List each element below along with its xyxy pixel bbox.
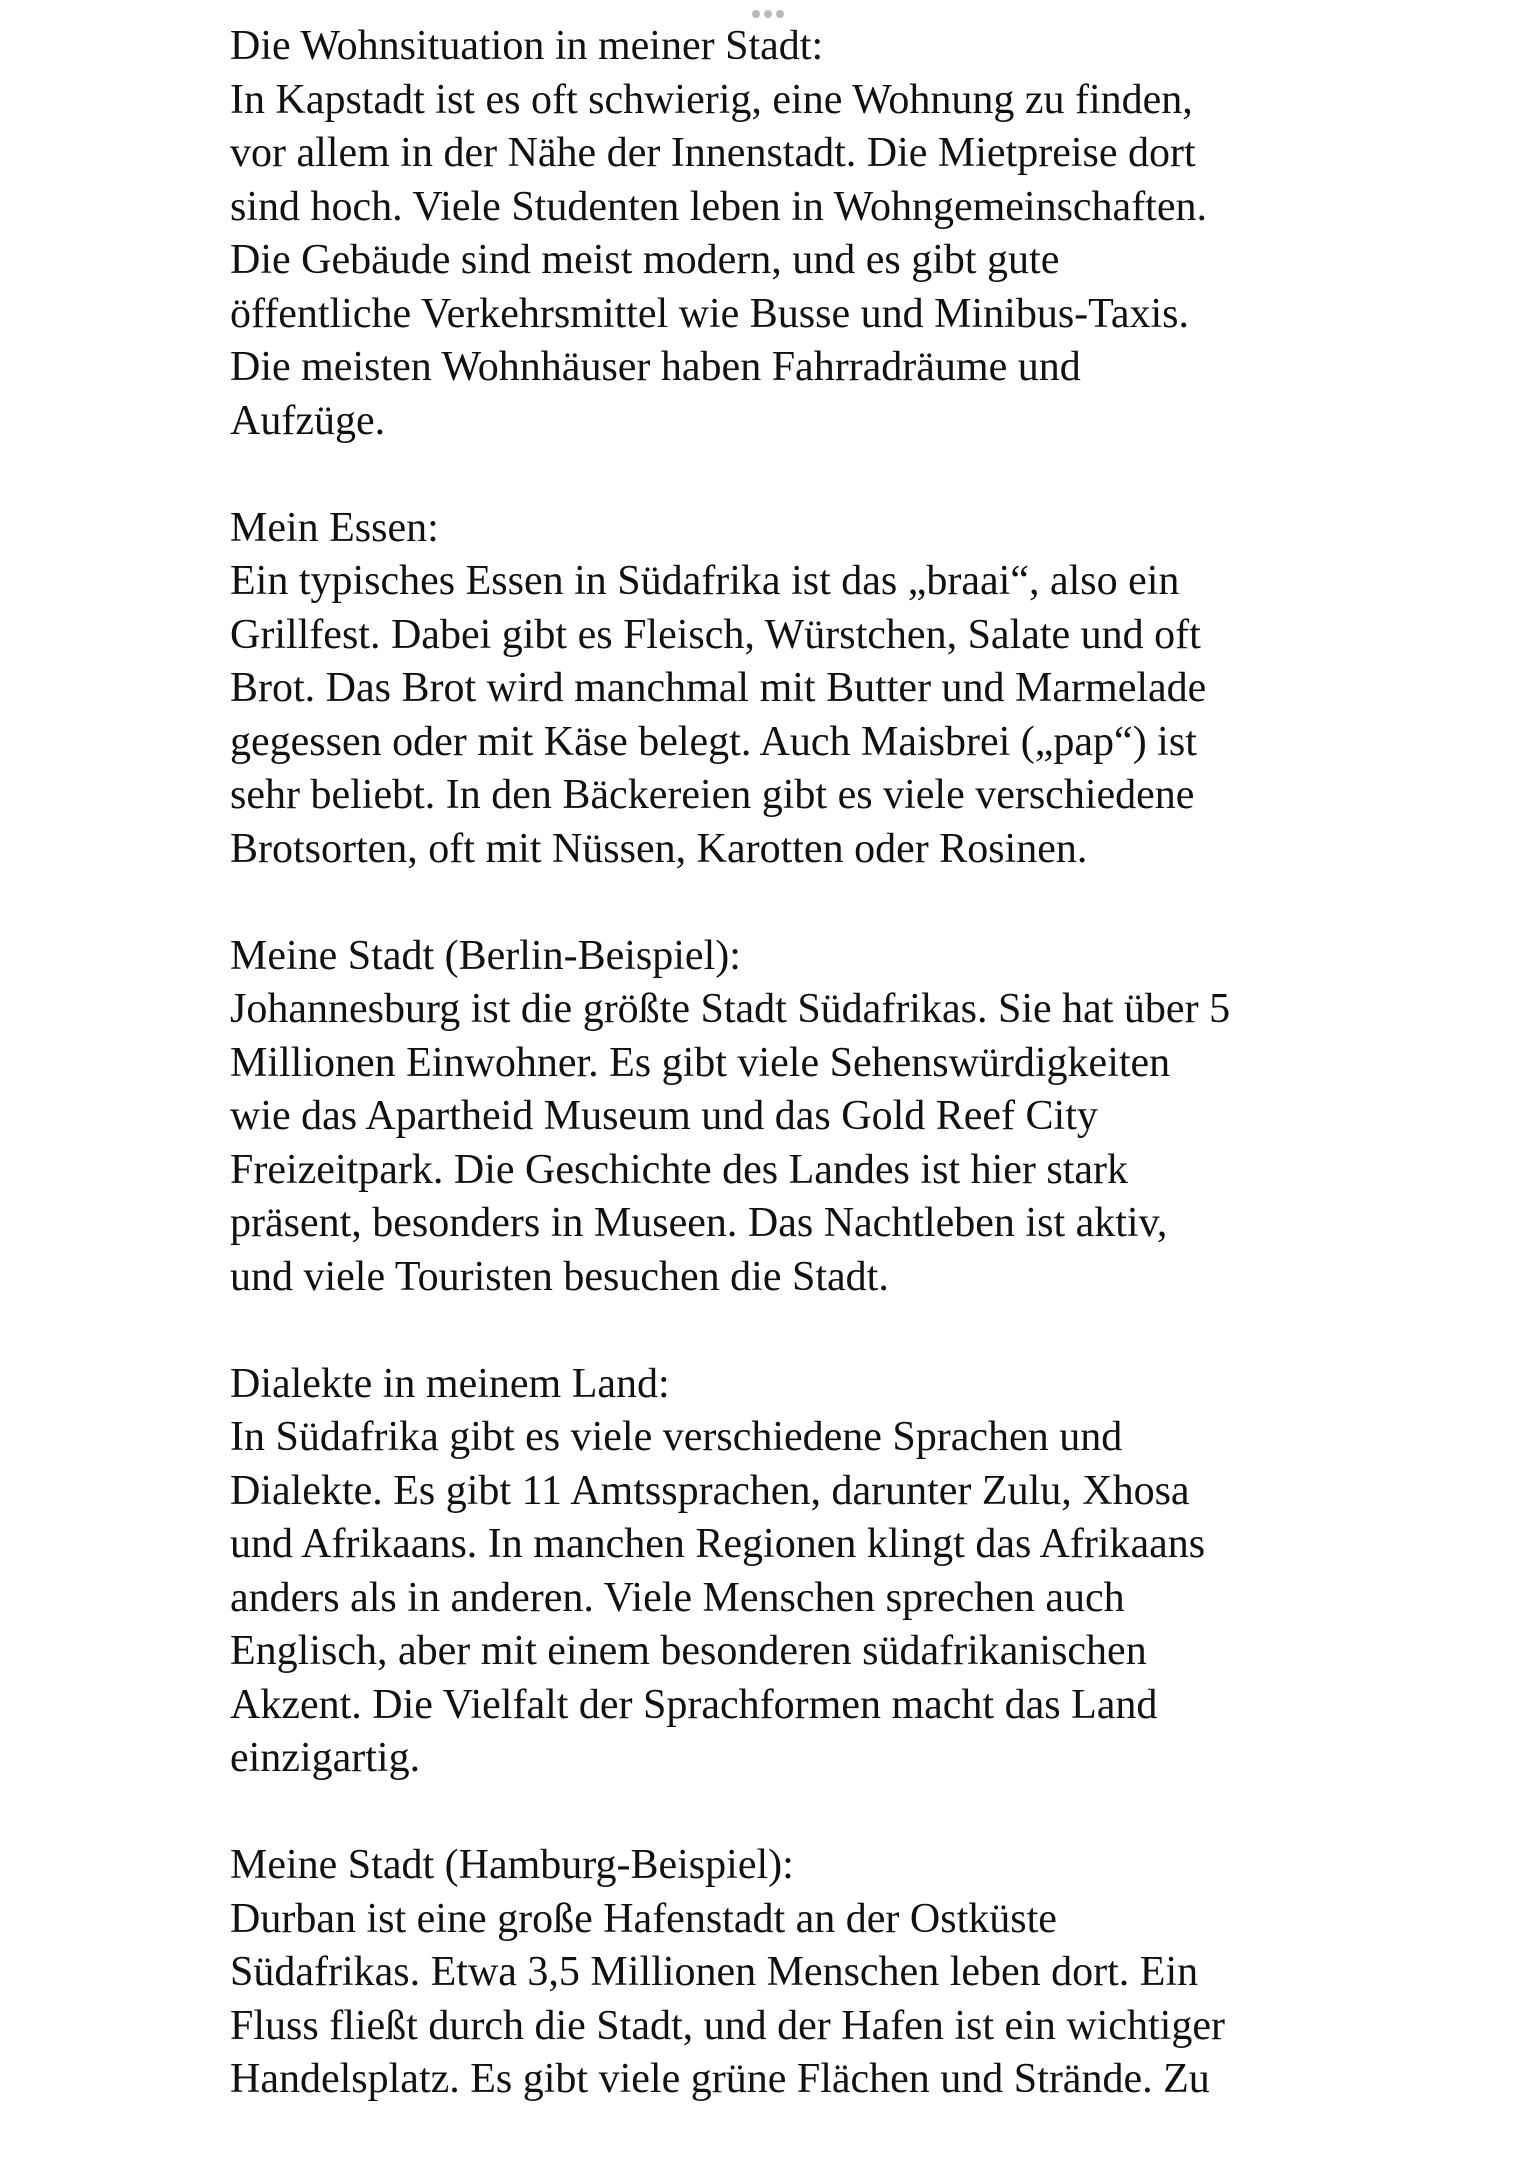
section-paragraph — [230, 983, 1360, 1304]
document-body — [230, 20, 1360, 2160]
text-line: Aufzüge. — [230, 397, 386, 444]
handle-dot — [752, 10, 760, 18]
handle-dot — [776, 10, 784, 18]
section-paragraph — [230, 74, 1360, 449]
text-line: Fluss fließt durch die Stadt, und der Hafen ist ein wichtiger — [230, 2002, 1225, 2049]
text-line: Die meisten Wohnhäuser haben Fahrradräume und — [230, 344, 1081, 390]
section-heading: Mein Essen: — [230, 504, 439, 551]
text-line: wie das Apartheid Museum und das Gold Reef City — [230, 1093, 1098, 1139]
text-line: sehr beliebt. In den Bäckereien gibt es viele verschiedene — [230, 772, 1195, 818]
text-line: Durban ist eine große Hafenstadt an der Ostküste — [230, 1895, 1057, 1942]
text-line: In Kapstadt ist es oft schwierig, eine Wohnung zu finden, — [230, 76, 1193, 123]
section-essen — [230, 502, 1360, 877]
section-hamburg — [230, 1839, 1360, 2107]
text-line: Freizeitpark. Die Geschichte des Landes ist hier stark — [230, 1146, 1129, 1193]
section-paragraph — [230, 555, 1360, 876]
drag-handle-icon[interactable] — [752, 10, 784, 18]
section-paragraph — [230, 1893, 1360, 2107]
section-wohnsituation — [230, 20, 1360, 448]
text-line: vor allem in der Nähe der Innenstadt. Die Mietpreise dort — [230, 130, 1196, 176]
text-line: und viele Touristen besuchen die Stadt. — [230, 1253, 889, 1300]
text-line: öffentliche Verkehrsmittel wie Busse und Minibus-Taxis. — [230, 290, 1190, 337]
text-line: Südafrikas. Etwa 3,5 Millionen Menschen leben dort. Ein — [230, 1949, 1199, 1995]
text-line: Johannesburg ist die größte Stadt Südafrikas. Sie hat über 5 — [230, 986, 1231, 1032]
text-line: sind hoch. Viele Studenten leben in Wohngemeinschaften. — [230, 183, 1207, 230]
handle-dot — [764, 10, 772, 18]
section-heading: Meine Stadt (Berlin-Beispiel): — [230, 932, 741, 979]
text-line: Dialekte. Es gibt 11 Amtssprachen, darunter Zulu, Xhosa — [230, 1467, 1190, 1514]
text-line: Handelsplatz. Es gibt viele grüne Flächen und Strände. Zu — [230, 2056, 1210, 2102]
text-line: präsent, besonders in Museen. Das Nachtleben ist aktiv, — [230, 1200, 1168, 1246]
text-line: In Südafrika gibt es viele verschiedene Sprachen und — [230, 1414, 1123, 1460]
section-berlin — [230, 930, 1360, 1305]
section-heading: Die Wohnsituation in meiner Stadt: — [230, 23, 824, 69]
text-line: Ein typisches Essen in Südafrika ist das „braai“, also ein — [230, 558, 1180, 604]
text-line: Die Gebäude sind meist modern, und es gibt gute — [230, 237, 1060, 283]
text-line: Englisch, aber mit einem besonderen südafrikanischen — [230, 1628, 1147, 1674]
text-line: Akzent. Die Vielfalt der Sprachformen macht das Land — [230, 1681, 1158, 1728]
text-line: Millionen Einwohner. Es gibt viele Sehenswürdigkeiten — [230, 1039, 1171, 1086]
text-line: einzigartig. — [230, 1735, 421, 1781]
text-line: Brotsorten, oft mit Nüssen, Karotten oder Rosinen. — [230, 825, 1088, 872]
text-line: Grillfest. Dabei gibt es Fleisch, Würstchen, Salate und oft — [230, 611, 1201, 658]
text-line: anders als in anderen. Viele Menschen sprechen auch — [230, 1574, 1125, 1621]
text-line: gegessen oder mit Käse belegt. Auch Maisbrei („pap“) ist — [230, 718, 1197, 765]
section-dialekte — [230, 1358, 1360, 1786]
section-paragraph — [230, 1411, 1360, 1786]
section-heading: Meine Stadt (Hamburg-Beispiel): — [230, 1842, 794, 1888]
text-line: Brot. Das Brot wird manchmal mit Butter und Marmelade — [230, 665, 1207, 711]
section-heading: Dialekte in meinem Land: — [230, 1360, 670, 1407]
text-line: und Afrikaans. In manchen Regionen klingt das Afrikaans — [230, 1521, 1206, 1567]
